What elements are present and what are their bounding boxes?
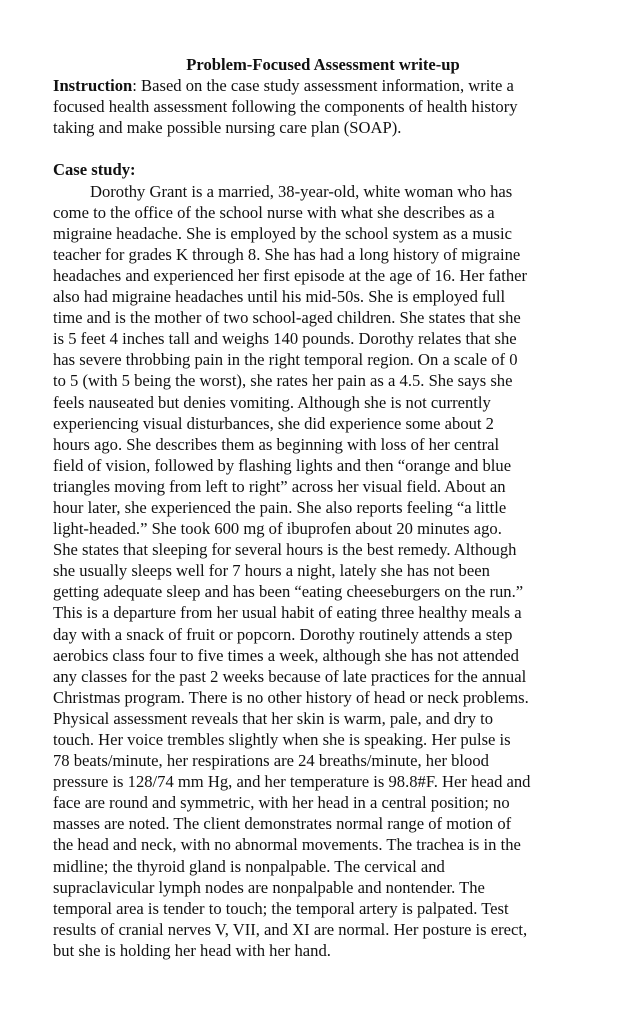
case-line: getting adequate sleep and has been “eating cheeseburgers on the run.” [53,582,524,602]
instruction-paragraph [53,75,593,138]
instruction-line [53,75,593,96]
document-title: Problem-Focused Assessment write-up [186,55,460,74]
case-line: has severe throbbing pain in the right temporal region. On a scale of 0 [53,350,518,370]
case-line: time and is the mother of two school-aged children. She states that she [53,308,521,328]
case-line: midline; the thyroid gland is nonpalpable. The cervical and [53,856,445,876]
case-line: is 5 feet 4 inches tall and weighs 140 pounds. Dorothy relates that she [53,329,517,349]
case-line: pressure is 128/74 mm Hg, and her temperature is 98.8#F. Her head and [53,772,531,792]
case-line: aerobics class four to five times a week, although she has not attended [53,645,519,665]
case-line: She states that sleeping for several hours is the best remedy. Although [53,540,517,560]
case-line: 78 beats/minute, her respirations are 24 breaths/minute, her blood [53,751,489,771]
case-line: she usually sleeps well for 7 hours a night, lately she has not been [53,561,490,581]
paragraph-spacer [53,138,593,159]
case-line: Christmas program. There is no other history of head or neck problems. [53,687,529,707]
case-line: light-headed.” She took 600 mg of ibuprofen about 20 minutes ago. [53,519,502,539]
instruction-line: focused health assessment following the components of health history [53,97,518,117]
case-line: come to the office of the school nurse with what she describes as a [53,202,495,222]
case-line: This is a departure from her usual habit of eating three healthy meals a [53,603,522,623]
case-line: supraclavicular lymph nodes are nonpalpable and nontender. The [53,877,485,897]
case-line: masses are noted. The client demonstrates normal range of motion of [53,814,512,834]
case-line: migraine headache. She is employed by the school system as a music [53,223,512,243]
case-line: face are round and symmetric, with her head in a central position; no [53,793,510,813]
case-line: touch. Her voice trembles slightly when she is speaking. Her pulse is [53,730,511,749]
case-line: the head and neck, with no abnormal movements. The trachea is in the [53,835,521,855]
case-study-paragraph [53,181,593,961]
case-study-heading: Case study: [53,160,136,180]
case-line: day with a snack of fruit or popcorn. Dorothy routinely attends a step [53,624,513,644]
document-page [53,54,593,961]
case-line: results of cranial nerves V, VII, and XI are normal. Her posture is erect, [53,919,528,939]
case-line: hours ago. She describes them as beginning with loss of her central [53,434,500,454]
case-line: temporal area is tender to touch; the temporal artery is palpated. Test [53,898,509,918]
case-line: feels nauseated but denies vomiting. Although she is not currently [53,392,491,412]
case-line: Dorothy Grant is a married, 38-year-old, white woman who has [90,181,513,201]
case-line: Physical assessment reveals that her skin is warm, pale, and dry to [53,708,494,728]
case-line: teacher for grades K through 8. She has had a long history of migraine [53,244,521,264]
instruction-label: Instruction [53,76,133,96]
case-line: headaches and experienced her first episode at the age of 16. Her father [53,265,528,285]
instruction-line: taking and make possible nursing care plan (SOAP). [53,118,402,138]
case-line: any classes for the past 2 weeks because of late practices for the annual [53,666,527,686]
case-line: but she is holding her head with her hand. [53,940,331,960]
case-line: triangles moving from left to right” across her visual field. About an [53,476,506,496]
case-line: hour later, she experienced the pain. She also reports feeling “a little [53,497,507,517]
instruction-text: : Based on the case study assessment information, write a [132,76,514,96]
case-line: to 5 (with 5 being the worst), she rates her pain as a 4.5. She says she [53,371,513,391]
case-line: also had migraine headaches until his mid-50s. She is employed full [53,287,506,307]
case-line: field of vision, followed by flashing lights and then “orange and blue [53,455,512,475]
case-line: experiencing visual disturbances, she did experience some about 2 [53,413,494,433]
